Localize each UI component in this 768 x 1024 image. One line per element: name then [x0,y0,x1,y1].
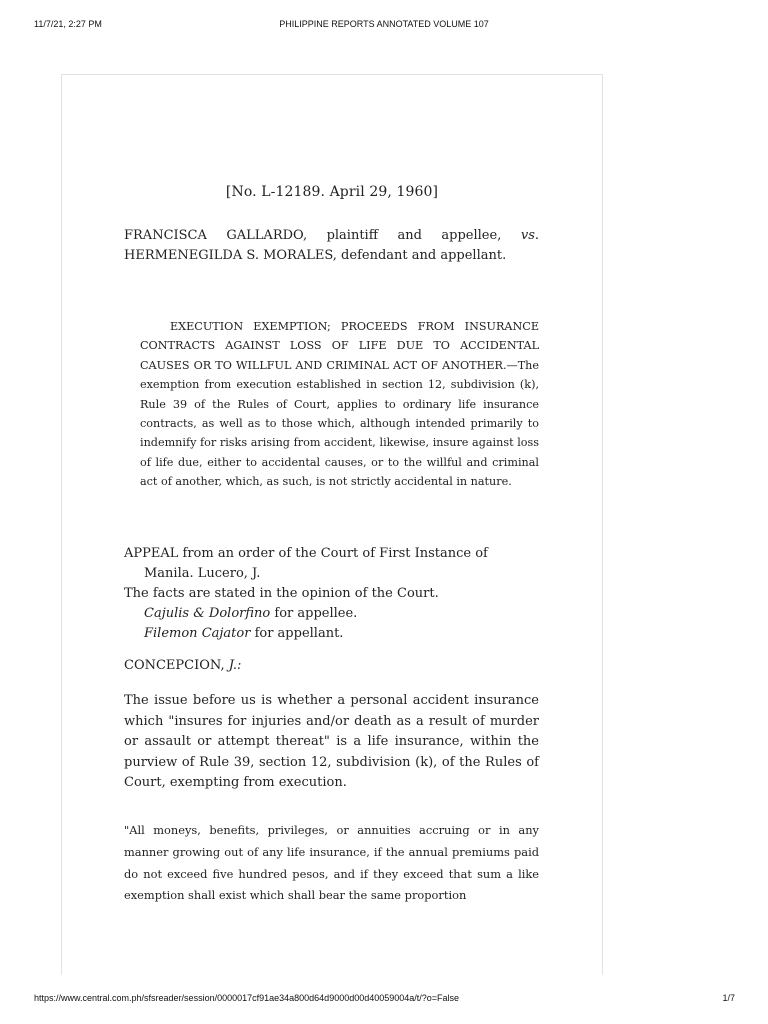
case-parties [124,226,539,266]
quoted-rule: "All moneys, benefits, privileges, or annuities accruing or in any manner growing out of any life insurance, if the annual premiums paid do not exceed five hundred pesos, and if they exceed that sum a like exemption shall exist which shall bear the same proportion [124,823,539,903]
page-url: https://www.central.com.ph/sfsreader/session/0000017cf91ae34a800d64d9000d00d40059004a/t/?o=False [34,993,460,1003]
appeal-line-2: Manila. Lucero, J. [144,566,261,581]
counsel-appellee-name: Cajulis & Dolorfino [144,606,271,621]
document-page [61,74,603,975]
counsel-appellant-role: for appellant. [250,626,344,641]
ponente [124,658,241,673]
versus-label: vs. [520,228,539,243]
counsel-appellant-name: Filemon Cajator [144,626,251,641]
print-title: PHILIPPINE REPORTS ANNOTATED VOLUME 107 [279,19,489,29]
appeal-block [124,544,544,644]
defendant-role: , defendant and appellant. [332,248,507,263]
page-number: 1/7 [722,993,735,1003]
plaintiff-role: , plaintiff and appellee, [302,228,502,243]
opinion-paragraph: The issue before us is whether a personal accident insurance which "insures for injuries and/or death as a result of murder or assault or attempt thereat" is a life insurance, within the purview of Rule 39, section 12, subdivision (k), of the Rules of Court, exempting from execution. [124,693,539,791]
case-number: [No. L-12189. April 29, 1960] [225,184,439,200]
print-datetime: 11/7/21, 2:27 PM [34,19,102,29]
counsel-appellee-role: for appellee. [270,606,358,621]
defendant-name: HERMENEGILDA S. MORALES [124,248,333,263]
appeal-line-1: APPEAL from an order of the Court of First Instance of [124,546,488,561]
ponente-name: CONCEPCION, [124,658,225,673]
print-footer [0,993,768,1013]
counsel-appellee [124,604,544,624]
counsel-appellant [124,624,544,644]
print-header [0,0,768,40]
facts-line: The facts are stated in the opinion of the Court. [124,586,439,601]
plaintiff-name: FRANCISCA GALLARDO [124,228,303,243]
ponente-title: J.: [224,658,242,673]
syllabus-text: EXECUTION EXEMPTION; PROCEEDS FROM INSURANCE CONTRACTS AGAINST LOSS OF LIFE DUE TO ACCIDENTAL CAUSES OR TO WILLFUL AND CRIMINAL ACT OF ANOTHER.—The exemption from execution established in section 12, subdivision (k), Rule 39 of the Rules of Court, applies to ordinary life insurance contracts, as well as to those which, although intended primarily to indemnify for risks arising from accident, likewise, insure against loss of life due, either to accidental causes, or to the willful and criminal act of another, which, as such, is not strictly accidental in nature. [140,320,539,489]
syllabus [140,317,539,492]
